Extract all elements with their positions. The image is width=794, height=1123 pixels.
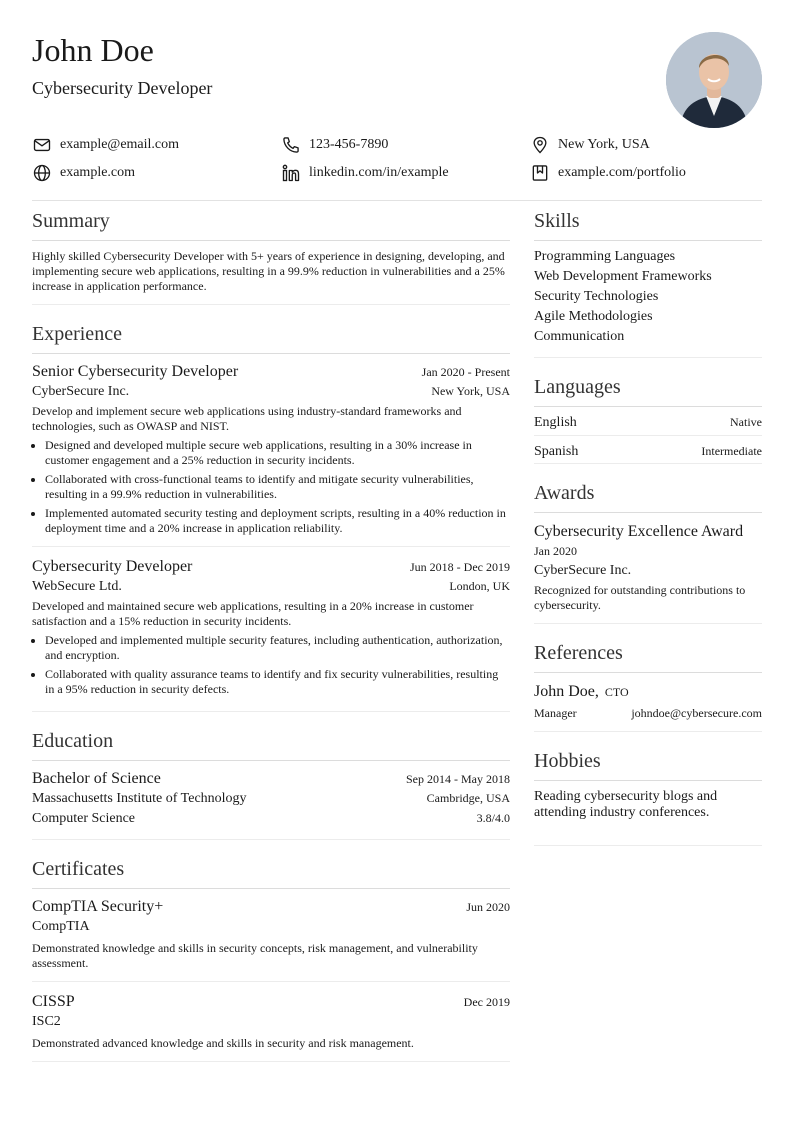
certificate-description: Demonstrated knowledge and skills in security concepts, risk management, and vulnerability assessment.: [32, 941, 478, 970]
job-description: Develop and implement secure web applications using industry-standard frameworks and technologies, such as OWASP and NIST.: [32, 404, 462, 433]
job-location: London, UK: [449, 579, 510, 593]
reference-name: John Doe,: [534, 683, 599, 700]
reference-position: Manager: [534, 706, 577, 720]
job-company: WebSecure Ltd.: [32, 579, 122, 594]
language-name: English: [534, 415, 577, 430]
map-pin-icon: [530, 135, 550, 155]
job-dates: Jan 2020 - Present: [421, 365, 510, 379]
list-item: • Collaborated with quality assurance teams to identify and fix security vulnerabilities, resulting in a 95% reduction in security defects.: [45, 667, 510, 697]
certificate-name: CompTIA Security+: [32, 898, 164, 915]
education-dates: Sep 2014 - May 2018: [406, 772, 510, 786]
list-item: • Developed and implemented multiple security features, including authentication, authorization, and encryption.: [45, 633, 510, 663]
education-location: Cambridge, USA: [426, 791, 510, 805]
award-issuer: CyberSecure Inc.: [534, 563, 632, 578]
award-description: Recognized for outstanding contributions to cybersecurity.: [534, 583, 746, 612]
section-title: Certificates: [32, 856, 510, 889]
experience-section: [32, 321, 510, 712]
resume-header: [32, 0, 762, 128]
reference-role: CTO: [604, 685, 629, 699]
avatar: [666, 32, 762, 128]
reference-item: [534, 681, 762, 721]
certificate-issuer: CompTIA: [32, 919, 90, 934]
skills-section: [534, 208, 762, 358]
section-title: Skills: [534, 208, 762, 241]
award-date: Jan 2020: [534, 544, 577, 558]
reference-email[interactable]: johndoe@cybersecure.com: [631, 706, 762, 720]
language-row: [534, 407, 762, 435]
list-item: Web Development Frameworks: [534, 269, 712, 284]
contact-list: [32, 134, 762, 184]
language-level: Native: [730, 415, 762, 429]
contact-portfolio[interactable]: [530, 162, 762, 184]
contact-website[interactable]: [32, 162, 281, 184]
section-title: Awards: [534, 480, 762, 513]
section-title: Languages: [534, 374, 762, 407]
list-item: • Implemented automated security testing and deployment scripts, resulting in a 40% reduction in deployment time and a 20% increase in application reliability.: [45, 506, 510, 536]
references-section: [534, 640, 762, 732]
hobbies-text: Reading cybersecurity blogs and attending industry conferences.: [534, 789, 718, 820]
mail-icon: [32, 135, 52, 155]
field-of-study: Computer Science: [32, 811, 136, 826]
certificate-item: [32, 889, 510, 971]
list-item: Programming Languages: [534, 249, 676, 264]
experience-item: [32, 354, 510, 536]
candidate-title: Cybersecurity Developer: [32, 78, 213, 98]
section-title: Summary: [32, 208, 510, 241]
section-title: Education: [32, 728, 510, 761]
gpa: 3.8/4.0: [476, 811, 510, 825]
job-role: Senior Cybersecurity Developer: [32, 363, 239, 380]
list-item: • Designed and developed multiple secure web applications, resulting in a 30% increase in customer engagement and a 25% reduction in security incidents.: [45, 438, 510, 468]
job-bullets: [32, 633, 510, 697]
degree: Bachelor of Science: [32, 770, 161, 787]
section-title: References: [534, 640, 762, 673]
list-item: • Collaborated with cross-functional teams to identify and mitigate security vulnerabilities, resulting in a 99.9% reduction in vulnerabilities.: [45, 472, 510, 502]
phone-icon: [281, 135, 301, 155]
list-item: Communication: [534, 329, 625, 344]
skills-list: [534, 241, 762, 347]
email-text: example@email.com: [60, 137, 180, 152]
certificates-section: [32, 856, 510, 1062]
certificate-date: Jun 2020: [466, 900, 510, 914]
candidate-name: John Doe: [32, 32, 154, 68]
globe-icon: [32, 163, 52, 183]
job-company: CyberSecure Inc.: [32, 384, 130, 399]
summary-section: [32, 208, 510, 305]
resume-page: [32, 0, 762, 1050]
hobbies-section: [534, 748, 762, 846]
experience-item: [32, 546, 510, 697]
contact-email[interactable]: [32, 134, 281, 156]
job-location: New York, USA: [431, 384, 510, 398]
certificate-issuer: ISC2: [32, 1014, 61, 1029]
linkedin-text: linkedin.com/in/example: [309, 165, 449, 180]
section-title: Experience: [32, 321, 510, 354]
contact-phone[interactable]: [281, 134, 530, 156]
job-bullets: [32, 438, 510, 536]
certificate-item: [32, 981, 510, 1051]
list-item: Agile Methodologies: [534, 309, 653, 324]
language-row: [534, 435, 762, 463]
website-text: example.com: [60, 165, 136, 180]
bookmark-icon: [530, 163, 550, 183]
side-column: [534, 206, 762, 862]
education-section: [32, 728, 510, 840]
awards-section: [534, 480, 762, 624]
job-dates: Jun 2018 - Dec 2019: [410, 560, 510, 574]
portfolio-text: example.com/portfolio: [558, 165, 686, 180]
certificate-date: Dec 2019: [463, 995, 510, 1009]
job-role: Cybersecurity Developer: [32, 558, 193, 575]
portrait-photo-icon: [666, 32, 762, 128]
phone-text: 123-456-7890: [309, 137, 389, 152]
certificate-description: Demonstrated advanced knowledge and skills in security and risk management.: [32, 1036, 414, 1050]
list-item: Security Technologies: [534, 289, 659, 304]
summary-text: Highly skilled Cybersecurity Developer with 5+ years of experience in designing, developing, and implementing secure web applications, resulting in a 99.9% reduction in vulnerabilities and a 25% increase in application performance.: [32, 249, 505, 293]
language-name: Spanish: [534, 444, 579, 459]
education-item: [32, 761, 510, 829]
job-description: Developed and maintained secure web applications, resulting in a 20% increase in customer satisfaction and a 15% reduction in security incidents.: [32, 599, 474, 628]
main-column: [32, 206, 510, 1078]
linkedin-icon: [281, 163, 301, 183]
languages-section: [534, 374, 762, 464]
section-title: Hobbies: [534, 748, 762, 781]
language-level: Intermediate: [701, 444, 762, 458]
contact-location: [530, 134, 762, 156]
header-divider: [32, 200, 762, 201]
location-text: New York, USA: [558, 137, 650, 152]
award-name: Cybersecurity Excellence Award: [534, 523, 744, 540]
contact-linkedin[interactable]: [281, 162, 530, 184]
school: Massachusetts Institute of Technology: [32, 791, 247, 806]
certificate-name: CISSP: [32, 993, 75, 1010]
